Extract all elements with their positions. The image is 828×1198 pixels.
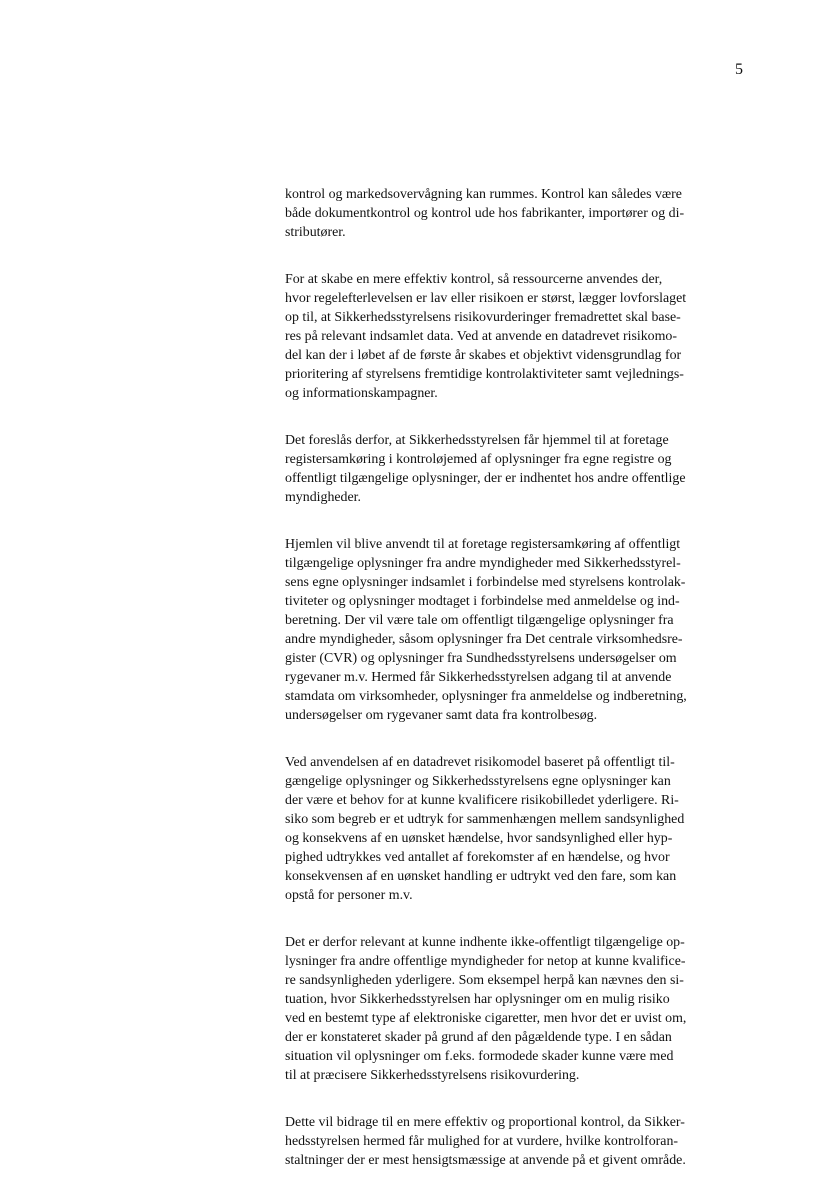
text-line: res på relevant indsamlet data. Ved at anvende en datadrevet risikomo- (285, 329, 678, 344)
body-text (285, 185, 712, 1198)
text-line: beretning. Der vil være tale om offentligt tilgængelige oplysninger fra (285, 613, 674, 628)
page-number: 5 (735, 61, 743, 78)
text-line: offentligt tilgængelige oplysninger, der er indhentet hos andre offentlige (285, 471, 686, 486)
paragraph-1 (285, 185, 712, 242)
text-line: stributører. (285, 225, 346, 240)
text-line: tiviteter og oplysninger modtaget i forbindelse med anmeldelse og ind- (285, 594, 680, 609)
paragraph-5 (285, 753, 712, 905)
text-line: kontrol og markedsovervågning kan rummes. Kontrol kan således være (285, 187, 682, 202)
text-line: undersøgelser om rygevaner samt data fra kontrolbesøg. (285, 708, 598, 723)
paragraph-3 (285, 431, 712, 507)
text-line: stamdata om virksomheder, oplysninger fra anmeldelse og indberetning, (285, 689, 687, 704)
text-line: der er konstateret skader på grund af den pågældende type. I en sådan (285, 1030, 672, 1045)
text-line: andre myndigheder, såsom oplysninger fra Det centrale virksomhedsre- (285, 632, 683, 647)
text-line: Det foreslås derfor, at Sikkerhedsstyrelsen får hjemmel til at foretage (285, 433, 669, 448)
text-line: opstå for personer m.v. (285, 888, 413, 903)
text-line: myndigheder. (285, 490, 361, 505)
text-line: Hjemlen vil blive anvendt til at foretage registersamkøring af offentligt (285, 537, 681, 552)
text-line: Ved anvendelsen af en datadrevet risikomodel baseret på offentligt til- (285, 755, 675, 770)
text-line: konsekvensen af en uønsket handling er udtrykt ved den fare, som kan (285, 869, 677, 884)
text-line: del kan der i løbet af de første år skabes et objektivt vidensgrundlag for (285, 348, 682, 363)
text-line: sens egne oplysninger indsamlet i forbindelse med styrelsens kontrolak- (285, 575, 686, 590)
text-line: og konsekvens af en uønsket hændelse, hvor sandsynlighed eller hyp- (285, 831, 673, 846)
text-line: ved en bestemt type af elektroniske cigaretter, men hvor det er uvist om, (285, 1011, 687, 1026)
text-line: re sandsynligheden yderligere. Som eksempel herpå kan nævnes den si- (285, 973, 684, 988)
paragraph-2 (285, 270, 712, 403)
text-line: hedsstyrelsen hermed får mulighed for at vurdere, hvilke kontrolforan- (285, 1134, 679, 1149)
text-line: både dokumentkontrol og kontrol ude hos fabrikanter, importører og di- (285, 206, 685, 221)
text-line: gister (CVR) og oplysninger fra Sundhedsstyrelsens undersøgelser om (285, 651, 677, 666)
text-line: registersamkøring i kontroløjemed af oplysninger fra egne registre og (285, 452, 672, 467)
paragraph-4 (285, 535, 712, 725)
text-line: tuation, hvor Sikkerhedsstyrelsen har oplysninger om en mulig risiko (285, 992, 670, 1007)
text-line: prioritering af styrelsens fremtidige kontrolaktiviteter samt vejlednings- (285, 367, 684, 382)
paragraph-6 (285, 933, 712, 1085)
text-line: Det er derfor relevant at kunne indhente ikke-offentligt tilgængelige op- (285, 935, 685, 950)
text-line: til at præcisere Sikkerhedsstyrelsens risikovurdering. (285, 1068, 580, 1083)
text-line: og informationskampagner. (285, 386, 438, 401)
text-line: For at skabe en mere effektiv kontrol, så ressourcerne anvendes der, (285, 272, 663, 287)
text-line: rygevaner m.v. Hermed får Sikkerhedsstyrelsen adgang til at anvende (285, 670, 672, 685)
text-line: staltninger der er mest hensigtsmæssige at anvende på et givent område. (285, 1153, 686, 1168)
text-line: gængelige oplysninger og Sikkerhedsstyrelsens egne oplysninger kan (285, 774, 671, 789)
text-line: op til, at Sikkerhedsstyrelsens risikovurderinger fremadrettet skal base- (285, 310, 681, 325)
text-line: der være et behov for at kunne kvalificere risikobilledet yderligere. Ri- (285, 793, 679, 808)
text-line: siko som begreb er et udtryk for sammenhængen mellem sandsynlighed (285, 812, 685, 827)
text-line: Dette vil bidrage til en mere effektiv og proportional kontrol, da Sikker- (285, 1115, 685, 1130)
text-line: lysninger fra andre offentlige myndigheder for netop at kunne kvalifice- (285, 954, 686, 969)
text-line: situation vil oplysninger om f.eks. formodede skader kunne være med (285, 1049, 674, 1064)
text-line: pighed udtrykkes ved antallet af forekomster af en hændelse, og hvor (285, 850, 670, 865)
text-line: hvor regelefterlevelsen er lav eller risikoen er størst, lægger lovforslaget (285, 291, 687, 306)
paragraph-7 (285, 1113, 712, 1170)
text-line: tilgængelige oplysninger fra andre myndigheder med Sikkerhedsstyrel- (285, 556, 681, 571)
